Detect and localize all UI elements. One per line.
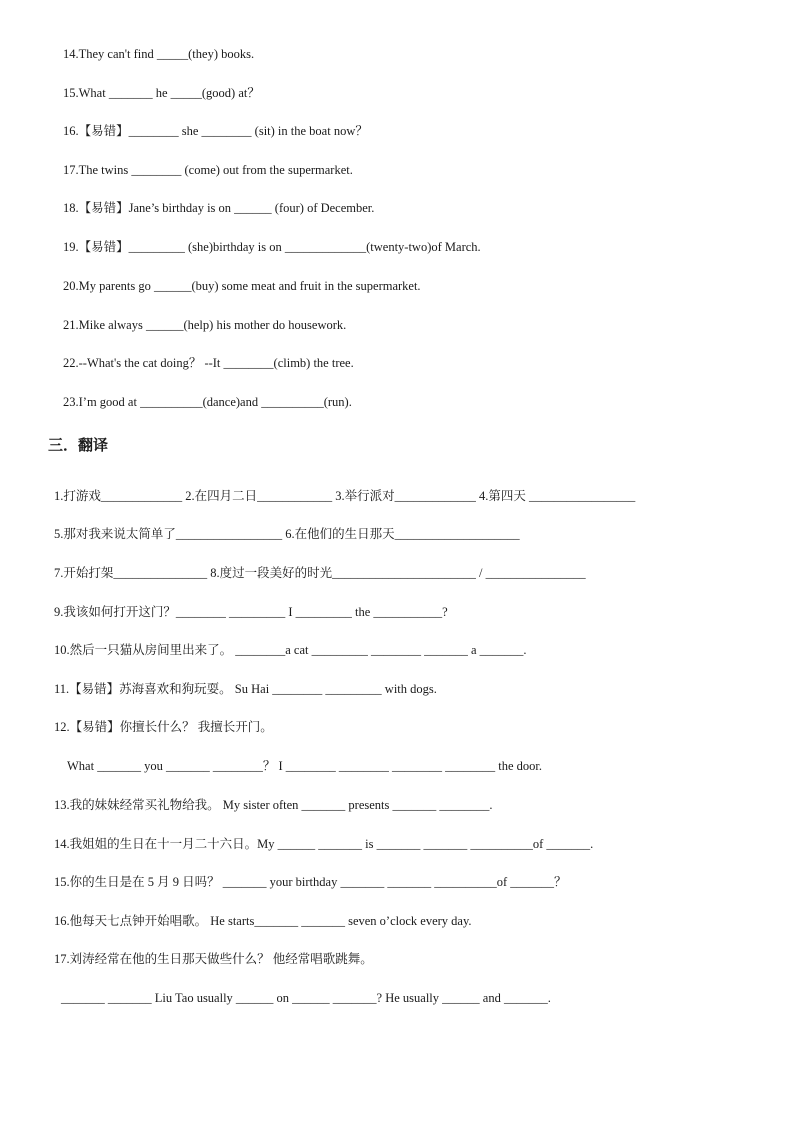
section2-item-14: 14.They can't find _____(they) books. [63, 47, 255, 61]
section3-line-13: 13.我的妹妹经常买礼物给我。 My sister often _______ presents _______ ________. [54, 798, 493, 812]
section3-line-16: 16.他每天七点钟开始唱歌。 He starts_______ _______ seven o’clock every day. [54, 914, 472, 928]
section2-item-17: 17.The twins ________ (come) out from the supermarket. [63, 163, 353, 177]
section3-heading: 三．翻译 [48, 436, 109, 454]
section3-line-17: 17.刘涛经常在他的生日那天做些什么？ 他经常唱歌跳舞。 [54, 952, 373, 966]
section3-line-12-answer: What _______ you _______ ________？ I ________ ________ ________ ________ the door. [67, 759, 542, 773]
section2-item-20: 20.My parents go ______(buy) some meat and fruit in the supermarket. [63, 279, 421, 293]
section2-item-21: 21.Mike always ______(help) his mother do housework. [63, 318, 347, 332]
section2-item-23: 23.I’m good at __________(dance)and __________(run). [63, 395, 352, 409]
section3-line-7: 7.开始打架_______________ 8.度过一段美好的时光_______________________ / ________________ [54, 566, 586, 580]
section3-line-10: 10.然后一只猫从房间里出来了。 ________a cat _________ ________ _______ a _______. [54, 643, 527, 657]
section3-line-11: 11.【易错】苏海喜欢和狗玩耍。 Su Hai ________ _________ with dogs. [54, 682, 437, 696]
section3-line-12: 12.【易错】你擅长什么？ 我擅长开门。 [54, 720, 273, 734]
section2-item-22: 22.--What's the cat doing？ --It ________(climb) the tree. [63, 356, 354, 370]
section3-line-9: 9.我该如何打开这门？________ _________ I _________ the ___________? [54, 605, 448, 619]
section3-line-1: 1.打游戏_____________ 2.在四月二日____________ 3.举行派对_____________ 4.第四天 _________________ [54, 489, 636, 503]
section3-line-17-answer: _______ _______ Liu Tao usually ______ on ______ _______? He usually ______ and _______. [61, 991, 551, 1005]
section3-line-5: 5.那对我来说太简单了_________________ 6.在他们的生日那天____________________ [54, 527, 520, 541]
section2-item-19: 19.【易错】_________ (she)birthday is on _____________(twenty-two)of March. [63, 240, 481, 254]
section2-item-18: 18.【易错】Jane’s birthday is on ______ (four) of December. [63, 201, 375, 215]
section3-line-14: 14.我姐姐的生日在十一月二十六日。My ______ _______ is _______ _______ __________of _______. [54, 837, 594, 851]
section2-item-15: 15.What _______ he _____(good) at？ [63, 86, 260, 100]
section2-item-16: 16.【易错】________ she ________ (sit) in the boat now？ [63, 124, 368, 138]
section3-line-15: 15.你的生日是在 5 月 9 日吗？ _______ your birthday _______ _______ __________of _______？ [54, 875, 567, 889]
